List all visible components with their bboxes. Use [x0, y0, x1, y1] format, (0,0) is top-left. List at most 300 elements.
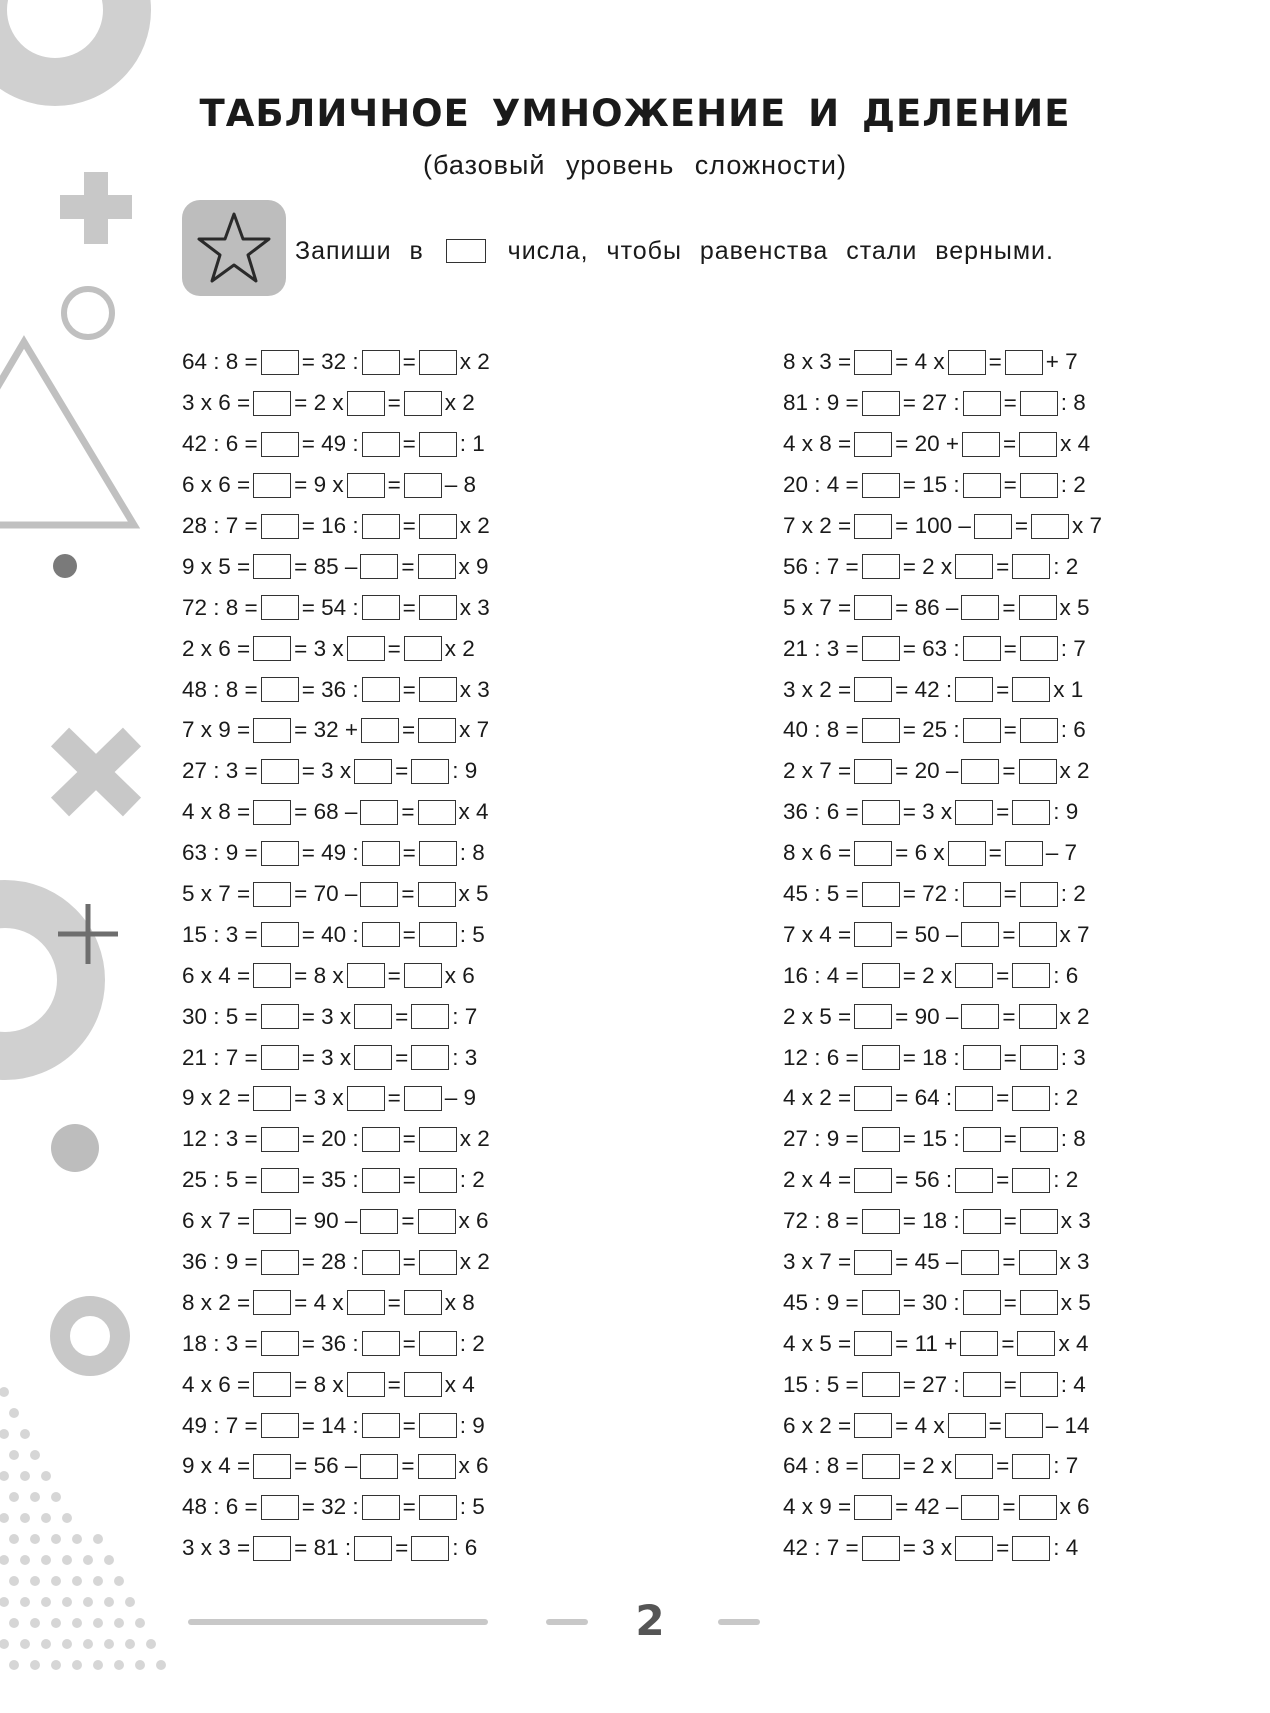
answer-box[interactable]	[261, 759, 299, 784]
equation-row	[783, 1078, 1102, 1119]
equation-text: x 6	[458, 1453, 489, 1479]
pattern-dot	[30, 1660, 40, 1670]
answer-box[interactable]	[360, 554, 398, 579]
answer-box[interactable]	[862, 1045, 900, 1070]
answer-box[interactable]	[1019, 1250, 1057, 1275]
equation-row	[182, 1119, 490, 1160]
answer-box[interactable]	[1019, 432, 1057, 457]
answer-box[interactable]	[854, 1168, 892, 1193]
answer-box[interactable]	[948, 841, 986, 866]
equation-text: =	[1002, 594, 1016, 620]
pattern-dot	[51, 1576, 61, 1586]
answer-box[interactable]	[955, 963, 993, 988]
equation-text: =	[1003, 717, 1017, 743]
answer-box[interactable]	[253, 636, 291, 661]
equation-text: 9 x 4 =	[182, 1453, 251, 1479]
equation-text: 4 x 8 =	[783, 431, 852, 457]
pattern-dot	[30, 1450, 40, 1460]
answer-box[interactable]	[418, 718, 456, 743]
answer-box[interactable]	[354, 759, 392, 784]
equation-text: : 6	[1060, 717, 1086, 743]
answer-box[interactable]	[1012, 1536, 1050, 1561]
equation-text: =	[387, 1085, 401, 1111]
answer-box[interactable]	[862, 1127, 900, 1152]
answer-box[interactable]	[1019, 1004, 1057, 1029]
pattern-dot	[30, 1618, 40, 1628]
pattern-dot	[9, 1576, 19, 1586]
equation-row	[783, 1364, 1102, 1405]
answer-box[interactable]	[362, 350, 400, 375]
answer-box[interactable]	[1020, 718, 1058, 743]
answer-box[interactable]	[962, 432, 1000, 457]
answer-box[interactable]	[963, 1372, 1001, 1397]
answer-box[interactable]	[362, 595, 400, 620]
answer-box[interactable]	[854, 432, 892, 457]
answer-box[interactable]	[360, 882, 398, 907]
answer-box[interactable]	[411, 1045, 449, 1070]
answer-box[interactable]	[854, 1250, 892, 1275]
answer-box[interactable]	[961, 1495, 999, 1520]
pattern-dot	[9, 1534, 19, 1544]
equation-text: =	[988, 840, 1002, 866]
pattern-dot	[125, 1639, 135, 1649]
equation-text: : 6	[452, 1535, 478, 1561]
pattern-dot	[72, 1618, 82, 1628]
equation-text: = 18 :	[902, 1208, 960, 1234]
answer-box[interactable]	[362, 677, 400, 702]
pattern-dot	[72, 1660, 82, 1670]
answer-box[interactable]	[404, 963, 442, 988]
answer-box[interactable]	[347, 636, 385, 661]
answer-box[interactable]	[862, 1290, 900, 1315]
answer-box[interactable]	[862, 800, 900, 825]
answer-box[interactable]	[253, 1086, 291, 1111]
answer-box[interactable]	[360, 800, 398, 825]
answer-box[interactable]	[261, 1250, 299, 1275]
equation-row	[783, 874, 1102, 915]
answer-box[interactable]	[361, 718, 399, 743]
answer-box[interactable]	[862, 1209, 900, 1234]
equation-text: = 20 –	[895, 758, 959, 784]
equation-text: : 9	[1053, 799, 1079, 825]
pattern-dot	[62, 1597, 72, 1607]
answer-box[interactable]	[963, 1209, 1001, 1234]
equation-row	[182, 342, 490, 383]
answer-box[interactable]	[1005, 1413, 1043, 1438]
answer-box[interactable]	[347, 391, 385, 416]
answer-box[interactable]	[362, 432, 400, 457]
pattern-dot	[93, 1534, 103, 1544]
equation-text: =	[1003, 1371, 1017, 1397]
answer-box[interactable]	[253, 1372, 291, 1397]
answer-box[interactable]	[411, 1004, 449, 1029]
answer-box[interactable]	[854, 1495, 892, 1520]
answer-box[interactable]	[862, 1536, 900, 1561]
answer-box[interactable]	[347, 1290, 385, 1315]
answer-box[interactable]	[854, 922, 892, 947]
equation-text: = 4 x	[895, 1412, 945, 1438]
answer-box[interactable]	[404, 473, 442, 498]
answer-box[interactable]	[961, 1004, 999, 1029]
answer-box[interactable]	[963, 1127, 1001, 1152]
answer-box[interactable]	[854, 514, 892, 539]
answer-box[interactable]	[362, 1168, 400, 1193]
answer-box[interactable]	[963, 636, 1001, 661]
answer-box[interactable]	[1020, 1290, 1058, 1315]
equation-text: =	[387, 962, 401, 988]
equation-text: =	[387, 472, 401, 498]
equation-row	[783, 1201, 1102, 1242]
pattern-dot	[9, 1408, 19, 1418]
equation-text: : 3	[1060, 1044, 1086, 1070]
equation-text: 7 x 4 =	[783, 921, 852, 947]
answer-box[interactable]	[955, 677, 993, 702]
answer-box[interactable]	[854, 595, 892, 620]
answer-box[interactable]	[419, 677, 457, 702]
answer-box[interactable]	[961, 595, 999, 620]
equation-text: = 50 –	[895, 921, 959, 947]
equation-text: =	[401, 1208, 415, 1234]
answer-box[interactable]	[1005, 841, 1043, 866]
answer-box[interactable]	[419, 1127, 457, 1152]
answer-box[interactable]	[862, 391, 900, 416]
answer-box[interactable]	[261, 1331, 299, 1356]
answer-box[interactable]	[419, 1331, 457, 1356]
pattern-dot	[0, 1555, 9, 1565]
answer-box[interactable]	[862, 963, 900, 988]
answer-box[interactable]	[404, 636, 442, 661]
answer-box[interactable]	[261, 1168, 299, 1193]
equation-text: =	[1003, 1289, 1017, 1315]
equation-text: = 86 –	[895, 594, 959, 620]
answer-box[interactable]	[961, 1250, 999, 1275]
answer-box[interactable]	[963, 882, 1001, 907]
equation-text: = 32 :	[301, 349, 359, 375]
equation-text: =	[387, 1371, 401, 1397]
answer-box[interactable]	[963, 1290, 1001, 1315]
equation-text: 27 : 3 =	[182, 758, 258, 784]
equation-text: = 2 x	[902, 553, 953, 579]
answer-box[interactable]	[261, 1127, 299, 1152]
answer-box[interactable]	[1019, 1495, 1057, 1520]
pattern-dot	[114, 1660, 124, 1670]
answer-box[interactable]	[411, 1536, 449, 1561]
answer-box[interactable]	[854, 1086, 892, 1111]
equation-text: = 9 x	[294, 472, 344, 498]
equation-text: =	[402, 676, 416, 702]
answer-box[interactable]	[354, 1536, 392, 1561]
answer-box[interactable]	[1005, 350, 1043, 375]
equation-text: 5 x 7 =	[182, 881, 251, 907]
answer-box[interactable]	[261, 1045, 299, 1070]
pattern-dot	[30, 1492, 40, 1502]
answer-box[interactable]	[362, 841, 400, 866]
answer-box[interactable]	[963, 718, 1001, 743]
answer-box[interactable]	[419, 1168, 457, 1193]
equation-text: – 7	[1045, 840, 1077, 866]
answer-box[interactable]	[955, 1168, 993, 1193]
answer-box[interactable]	[418, 882, 456, 907]
answer-box[interactable]	[961, 759, 999, 784]
answer-box[interactable]	[253, 963, 291, 988]
answer-box[interactable]	[1012, 800, 1050, 825]
plus-decor	[60, 172, 132, 244]
ring-middle-decor	[0, 904, 81, 1056]
answer-box[interactable]	[261, 595, 299, 620]
equation-text: =	[395, 1003, 409, 1029]
equation-text: =	[402, 1249, 416, 1275]
equation-text: x 7	[1072, 513, 1103, 538]
answer-box[interactable]	[419, 922, 457, 947]
answer-box[interactable]	[362, 1250, 400, 1275]
answer-box[interactable]	[960, 1331, 998, 1356]
equation-text: 6 x 7 =	[182, 1208, 251, 1234]
equation-text: – 14	[1045, 1412, 1090, 1438]
answer-box[interactable]	[961, 922, 999, 947]
answer-box[interactable]	[419, 1413, 457, 1438]
answer-box[interactable]	[955, 1454, 993, 1479]
answer-box[interactable]	[854, 1004, 892, 1029]
equation-text: =	[402, 1126, 416, 1152]
equation-row	[783, 383, 1102, 424]
answer-box[interactable]	[1017, 1331, 1055, 1356]
equation-text: = 6 x	[895, 840, 945, 866]
equation-text: =	[1003, 1044, 1017, 1070]
pattern-dot	[83, 1555, 93, 1565]
answer-box[interactable]	[1020, 882, 1058, 907]
equation-text: = 3 x	[902, 1535, 953, 1561]
equation-row	[182, 628, 490, 669]
equation-row	[783, 669, 1102, 710]
answer-box[interactable]	[963, 391, 1001, 416]
answer-box[interactable]	[261, 432, 299, 457]
pattern-dot	[114, 1576, 124, 1586]
answer-box[interactable]	[253, 1290, 291, 1315]
equation-text: =	[402, 1330, 416, 1356]
answer-box[interactable]	[1020, 1127, 1058, 1152]
answer-box[interactable]	[404, 1372, 442, 1397]
answer-box[interactable]	[360, 1209, 398, 1234]
answer-box[interactable]	[418, 1209, 456, 1234]
answer-box[interactable]	[261, 1413, 299, 1438]
answer-box[interactable]	[261, 677, 299, 702]
answer-box[interactable]	[862, 1372, 900, 1397]
answer-box[interactable]	[362, 1413, 400, 1438]
answer-box[interactable]	[253, 554, 291, 579]
pattern-dot	[0, 1429, 9, 1439]
answer-box[interactable]	[1012, 963, 1050, 988]
equation-row	[783, 342, 1102, 383]
answer-box[interactable]	[854, 1413, 892, 1438]
equation-text: = 42 –	[895, 1494, 959, 1520]
pattern-dot	[9, 1618, 19, 1628]
equation-row	[783, 1242, 1102, 1283]
equation-row	[783, 996, 1102, 1037]
answer-box[interactable]	[854, 677, 892, 702]
answer-box[interactable]	[253, 1454, 291, 1479]
answer-box[interactable]	[261, 1004, 299, 1029]
equation-text: =	[996, 553, 1010, 579]
answer-box[interactable]	[1031, 514, 1069, 539]
equation-row	[182, 587, 490, 628]
cross-decor	[60, 737, 132, 807]
answer-box[interactable]	[1020, 1209, 1058, 1234]
answer-box[interactable]	[862, 473, 900, 498]
equation-text: 2 x 7 =	[783, 758, 852, 784]
equation-row	[783, 1160, 1102, 1201]
answer-box[interactable]	[955, 1536, 993, 1561]
equation-row	[182, 751, 490, 792]
answer-box[interactable]	[1020, 473, 1058, 498]
equation-row	[182, 1282, 490, 1323]
answer-box[interactable]	[253, 882, 291, 907]
equation-text: = 2 x	[294, 390, 344, 416]
equation-text: : 3	[452, 1044, 478, 1070]
answer-box[interactable]	[955, 554, 993, 579]
answer-box[interactable]	[253, 800, 291, 825]
equation-row	[182, 914, 490, 955]
answer-box[interactable]	[347, 1086, 385, 1111]
answer-box[interactable]	[418, 1454, 456, 1479]
pattern-dot	[9, 1660, 19, 1670]
answer-box[interactable]	[1020, 636, 1058, 661]
answer-box[interactable]	[955, 1086, 993, 1111]
answer-box[interactable]	[963, 473, 1001, 498]
answer-box[interactable]	[1020, 391, 1058, 416]
equation-row	[182, 1528, 490, 1569]
answer-box[interactable]	[253, 391, 291, 416]
answer-box[interactable]	[419, 841, 457, 866]
equation-text: = 8 x	[294, 962, 344, 988]
pattern-dot	[104, 1555, 114, 1565]
answer-box[interactable]	[354, 1004, 392, 1029]
answer-box[interactable]	[261, 350, 299, 375]
equation-row	[182, 1078, 490, 1119]
equation-text: : 6	[1053, 962, 1079, 988]
pattern-dot	[156, 1660, 166, 1670]
equation-row	[182, 996, 490, 1037]
answer-box[interactable]	[362, 1127, 400, 1152]
equation-text: =	[402, 840, 416, 866]
answer-box[interactable]	[1019, 595, 1057, 620]
answer-box[interactable]	[362, 922, 400, 947]
answer-box[interactable]	[963, 1045, 1001, 1070]
answer-box[interactable]	[419, 350, 457, 375]
answer-box[interactable]	[1020, 1372, 1058, 1397]
answer-box[interactable]	[1012, 677, 1050, 702]
answer-box[interactable]	[418, 554, 456, 579]
answer-box[interactable]	[354, 1045, 392, 1070]
answer-box[interactable]	[360, 1454, 398, 1479]
answer-box[interactable]	[261, 841, 299, 866]
answer-box[interactable]	[347, 473, 385, 498]
answer-box[interactable]	[347, 1372, 385, 1397]
equation-text: 4 x 9 =	[783, 1494, 852, 1520]
right-equation-column	[783, 342, 1102, 1569]
answer-box[interactable]	[948, 1413, 986, 1438]
answer-box[interactable]	[253, 1209, 291, 1234]
answer-box[interactable]	[362, 514, 400, 539]
equation-text: =	[401, 553, 415, 579]
answer-box[interactable]	[955, 800, 993, 825]
answer-box[interactable]	[419, 1250, 457, 1275]
answer-box[interactable]	[404, 1086, 442, 1111]
answer-box[interactable]	[362, 1331, 400, 1356]
pattern-dot	[9, 1450, 19, 1460]
answer-box[interactable]	[862, 554, 900, 579]
answer-box[interactable]	[253, 1536, 291, 1561]
answer-box[interactable]	[261, 922, 299, 947]
answer-box[interactable]	[419, 432, 457, 457]
equation-text: x 7	[459, 717, 490, 743]
answer-box[interactable]	[253, 718, 291, 743]
answer-box[interactable]	[418, 800, 456, 825]
answer-box[interactable]	[862, 718, 900, 743]
answer-box[interactable]	[1012, 1086, 1050, 1111]
answer-box[interactable]	[862, 1454, 900, 1479]
equation-text: : 9	[452, 758, 478, 784]
equation-text: 45 : 9 =	[783, 1289, 859, 1315]
answer-box[interactable]	[854, 759, 892, 784]
answer-box[interactable]	[404, 1290, 442, 1315]
equation-text: 4 x 8 =	[182, 799, 251, 825]
equation-text: x 7	[1059, 921, 1090, 947]
answer-box[interactable]	[862, 882, 900, 907]
answer-box[interactable]	[411, 759, 449, 784]
equation-text: 48 : 6 =	[182, 1494, 258, 1520]
answer-box[interactable]	[347, 963, 385, 988]
equation-text: x 4	[444, 1371, 475, 1397]
answer-box[interactable]	[261, 514, 299, 539]
equation-text: =	[395, 1044, 409, 1070]
answer-box[interactable]	[419, 595, 457, 620]
answer-box[interactable]	[854, 841, 892, 866]
equation-row	[182, 1487, 490, 1528]
answer-box[interactable]	[948, 350, 986, 375]
equation-text: = 4 x	[895, 349, 945, 375]
equation-text: = 3 x	[294, 635, 344, 661]
answer-box[interactable]	[1019, 759, 1057, 784]
equation-text: : 8	[1060, 390, 1086, 416]
answer-box[interactable]	[854, 350, 892, 375]
equation-text: 3 x 3 =	[182, 1535, 251, 1561]
equation-row	[182, 792, 490, 833]
equation-row	[182, 955, 490, 996]
equation-text: : 2	[1060, 472, 1086, 498]
answer-box[interactable]	[1019, 922, 1057, 947]
answer-box[interactable]	[1012, 1454, 1050, 1479]
answer-box[interactable]	[862, 636, 900, 661]
answer-box[interactable]	[1020, 1045, 1058, 1070]
pattern-dot	[72, 1576, 82, 1586]
answer-box[interactable]	[1012, 554, 1050, 579]
equation-text: 40 : 8 =	[783, 717, 859, 743]
answer-box[interactable]	[261, 1495, 299, 1520]
answer-box[interactable]	[1012, 1168, 1050, 1193]
answer-box[interactable]	[419, 1495, 457, 1520]
answer-box[interactable]	[419, 514, 457, 539]
pattern-dot	[93, 1618, 103, 1628]
answer-box[interactable]	[854, 1331, 892, 1356]
answer-box[interactable]	[253, 473, 291, 498]
equation-text: : 8	[1060, 1126, 1086, 1152]
pattern-dot	[62, 1555, 72, 1565]
equation-text: =	[996, 1167, 1010, 1193]
answer-box[interactable]	[362, 1495, 400, 1520]
answer-box[interactable]	[974, 514, 1012, 539]
pattern-dot	[72, 1534, 82, 1544]
answer-box[interactable]	[404, 391, 442, 416]
